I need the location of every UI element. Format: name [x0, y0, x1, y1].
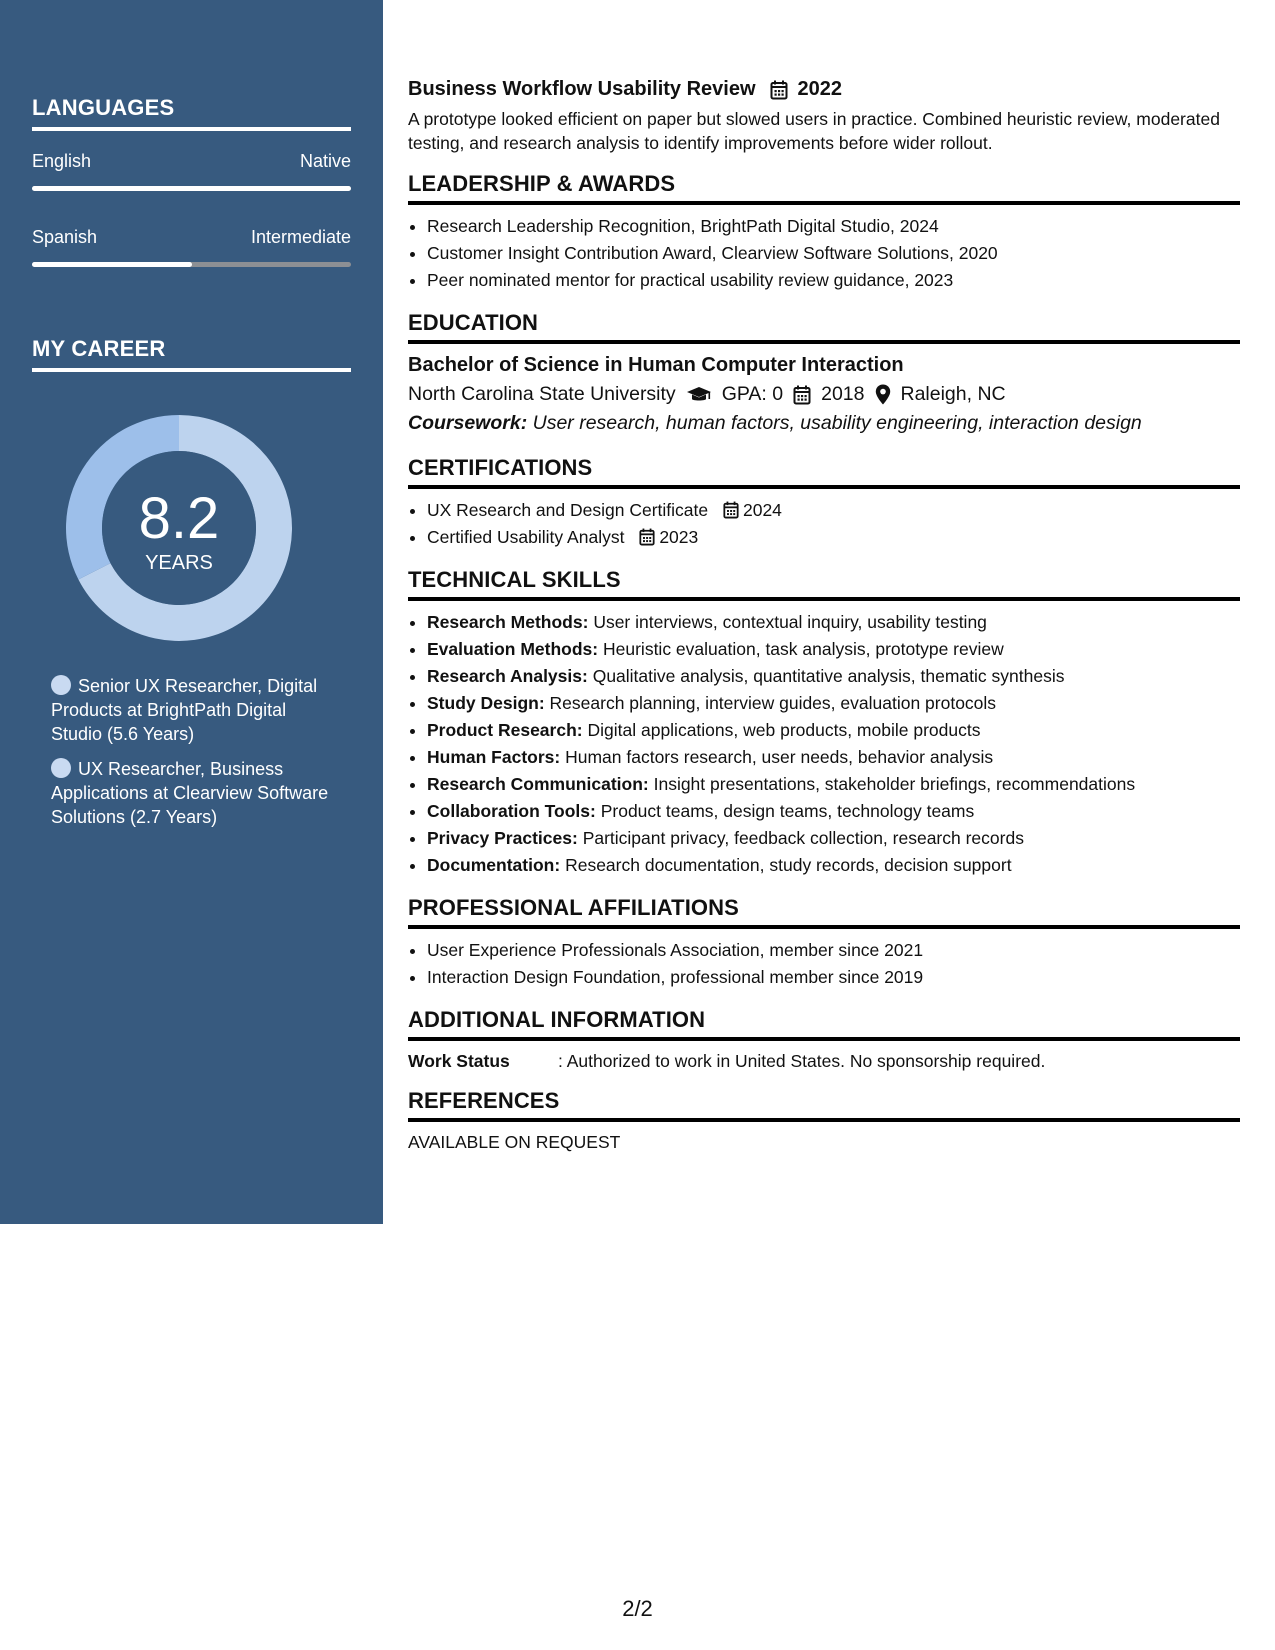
references-heading: REFERENCES [408, 1088, 1240, 1122]
list-item [427, 497, 1240, 524]
project-header [408, 78, 1240, 101]
languages-heading: LANGUAGES [32, 95, 351, 131]
calendar-icon [639, 528, 655, 546]
list-item [427, 609, 1240, 636]
project-title: Business Workflow Usability Review [408, 78, 756, 100]
list-item [427, 852, 1240, 879]
list-item: • Interaction Design Foundation, professional member since 2019 [427, 964, 1240, 991]
career-legend-item [51, 674, 341, 746]
bullet-dot-icon [51, 758, 71, 778]
leadership-list [408, 213, 1240, 294]
education-year: 2018 [821, 383, 865, 405]
list-item [427, 524, 1240, 551]
language-row [32, 151, 351, 172]
bullet-dot-icon [51, 675, 71, 695]
language-bar-fill [32, 186, 351, 191]
calendar-icon [723, 501, 739, 519]
work-status-value: : Authorized to work in United States. No sponsorship required. [558, 1051, 1046, 1071]
education-coursework [408, 412, 1240, 435]
additional-info-heading: ADDITIONAL INFORMATION [408, 1007, 1240, 1041]
education-school: North Carolina State University [408, 383, 676, 405]
language-bar-fill [32, 262, 192, 267]
skill-key: Documentation: [427, 855, 561, 875]
skill-value: Product teams, design teams, technology teams [600, 801, 975, 821]
skill-value: Human factors research, user needs, behavior analysis [565, 747, 994, 767]
leadership-heading: LEADERSHIP & AWARDS [408, 171, 1240, 205]
list-item: • Research Leadership Recognition, BrightPath Digital Studio, 2024 [427, 213, 1240, 240]
career-donut-chart [66, 415, 292, 641]
skill-key: Collaboration Tools: [427, 801, 596, 821]
language-bar [32, 262, 351, 267]
skill-key: Study Design: [427, 693, 545, 713]
page-number: 2/2 [622, 1596, 653, 1621]
coursework-label: Coursework: [408, 412, 528, 434]
list-item: • Peer nominated mentor for practical usability review guidance, 2023 [427, 267, 1240, 294]
career-section [32, 336, 351, 372]
references-text: AVAILABLE ON REQUEST [408, 1132, 621, 1152]
language-bar [32, 186, 351, 191]
list-item [427, 663, 1240, 690]
skill-value: Heuristic evaluation, task analysis, prototype review [603, 639, 1004, 659]
language-name: Spanish [32, 227, 98, 247]
certification-year: 2023 [659, 527, 699, 547]
skills-list [408, 609, 1240, 879]
skill-value: Digital applications, web products, mobile products [587, 720, 981, 740]
skill-key: Evaluation Methods: [427, 639, 599, 659]
skill-value: Insight presentations, stakeholder briefings, recommendations [653, 774, 1136, 794]
affiliations-heading: PROFESSIONAL AFFILIATIONS [408, 895, 1240, 929]
career-legend-label: UX Researcher, Business Applications at Clearview Software Solutions (2.7 Years) [51, 759, 329, 827]
languages-section [32, 95, 351, 267]
skill-key: Research Methods: [427, 612, 589, 632]
coursework-text: User research, human factors, usability engineering, interaction design [532, 412, 1142, 434]
list-item [427, 798, 1240, 825]
project-year: 2022 [797, 78, 843, 100]
skill-value: Research documentation, study records, decision support [565, 855, 1012, 875]
skill-key: Product Research: [427, 720, 583, 740]
skill-key: Privacy Practices: [427, 828, 578, 848]
education-degree: Bachelor of Science in Human Computer Interaction [408, 354, 904, 376]
list-item [427, 690, 1240, 717]
list-item [427, 636, 1240, 663]
career-legend-label: Senior UX Researcher, Digital Products at BrightPath Digital Studio (5.6 Years) [51, 676, 318, 744]
education-details [408, 383, 1240, 406]
skill-value: Qualitative analysis, quantitative analysis, thematic synthesis [592, 666, 1065, 686]
certifications-list [408, 497, 1240, 551]
location-pin-icon [875, 384, 891, 405]
work-status-label: Work Status [408, 1051, 510, 1071]
list-item [427, 825, 1240, 852]
language-level: Intermediate [250, 227, 351, 247]
language-level: Native [299, 151, 351, 171]
list-item: • User Experience Professionals Association, member since 2021 [427, 937, 1240, 964]
main-content [408, 78, 1240, 1153]
calendar-icon [770, 80, 788, 100]
education-location: Raleigh, NC [900, 383, 1006, 405]
sidebar [0, 0, 383, 1224]
skill-value: Participant privacy, feedback collection, research records [582, 828, 1024, 848]
certifications-heading: CERTIFICATIONS [408, 455, 1240, 489]
calendar-icon [793, 385, 811, 405]
list-item: • Customer Insight Contribution Award, Clearview Software Solutions, 2020 [427, 240, 1240, 267]
affiliations-list [408, 937, 1240, 991]
career-legend [51, 674, 341, 840]
list-item [427, 717, 1240, 744]
career-total-value: 8.2 [138, 486, 220, 551]
certification-name: UX Research and Design Certificate [427, 500, 709, 520]
list-item [427, 744, 1240, 771]
career-legend-item [51, 757, 341, 829]
skill-key: Human Factors: [427, 747, 561, 767]
certification-name: Certified Usability Analyst [427, 527, 625, 547]
skills-heading: TECHNICAL SKILLS [408, 567, 1240, 601]
skill-key: Research Communication: [427, 774, 649, 794]
certification-year: 2024 [742, 500, 782, 520]
skill-value: User interviews, contextual inquiry, usability testing [593, 612, 987, 632]
skill-value: Research planning, interview guides, evaluation protocols [549, 693, 997, 713]
career-total-unit: YEARS [145, 552, 213, 574]
work-status-row [408, 1051, 1240, 1072]
education-gpa: GPA: 0 [721, 383, 784, 405]
graduation-cap-icon [686, 386, 712, 404]
career-heading: MY CAREER [32, 336, 351, 372]
skill-key: Research Analysis: [427, 666, 588, 686]
project-description: A prototype looked efficient on paper but slowed users in practice. Combined heuristic review, moderated testing, and research analysis to identify improvements before wider rollout. [408, 109, 1220, 153]
list-item [427, 771, 1240, 798]
language-name: English [32, 151, 92, 171]
language-row [32, 227, 351, 248]
education-heading: EDUCATION [408, 310, 1240, 344]
